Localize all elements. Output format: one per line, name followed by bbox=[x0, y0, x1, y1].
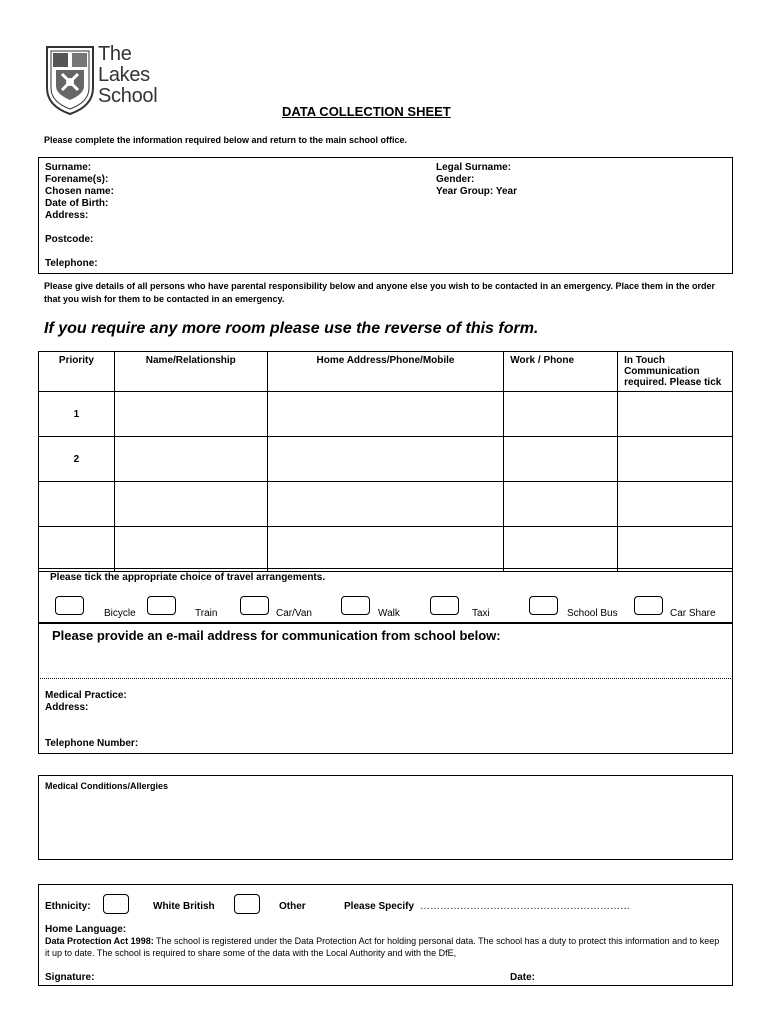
dpa-heading: Data Protection Act 1998: bbox=[45, 936, 154, 946]
priority-cell: 1 bbox=[39, 392, 115, 437]
car-van-checkbox[interactable] bbox=[240, 596, 269, 615]
travel-label: Please tick the appropriate choice of travel arrangements. bbox=[50, 572, 326, 583]
walk-label: Walk bbox=[378, 608, 400, 619]
bicycle-checkbox[interactable] bbox=[55, 596, 84, 615]
school-name-logo bbox=[98, 44, 157, 107]
priority-cell: 2 bbox=[39, 437, 115, 482]
medical-practice-box bbox=[38, 679, 733, 754]
medical-conditions-box[interactable] bbox=[38, 775, 733, 860]
email-heading: Please provide an e-mail address for communication from school below: bbox=[52, 628, 501, 643]
tick-cell[interactable] bbox=[618, 392, 733, 437]
white-british-checkbox[interactable] bbox=[103, 894, 129, 914]
other-checkbox[interactable] bbox=[234, 894, 260, 914]
school-bus-checkbox[interactable] bbox=[529, 596, 558, 615]
other-label: Other bbox=[279, 901, 306, 912]
priority-cell bbox=[39, 527, 115, 572]
logo-line-2: Lakes bbox=[98, 64, 150, 86]
car-share-label: Car Share bbox=[670, 608, 716, 619]
train-checkbox[interactable] bbox=[147, 596, 176, 615]
ethnicity-label: Ethnicity: bbox=[45, 901, 91, 912]
please-specify-dots[interactable]: ……………………………………………………… bbox=[420, 901, 630, 912]
medical-conditions-label: Medical Conditions/Allergies bbox=[45, 781, 169, 791]
name-cell[interactable] bbox=[114, 437, 267, 482]
contacts-header-row bbox=[39, 352, 733, 392]
work-phone-cell[interactable] bbox=[504, 392, 618, 437]
table-row bbox=[39, 437, 733, 482]
home-language-label: Home Language: bbox=[45, 924, 127, 935]
header-name-relationship: Name/Relationship bbox=[114, 352, 267, 392]
medical-practice-label: Medical Practice: bbox=[45, 690, 127, 701]
address-cell[interactable] bbox=[267, 527, 504, 572]
telephone-label: Telephone: bbox=[45, 258, 98, 269]
tick-cell[interactable] bbox=[618, 527, 733, 572]
name-cell[interactable] bbox=[114, 392, 267, 437]
legal-surname-label: Legal Surname: bbox=[436, 162, 512, 173]
address-cell[interactable] bbox=[267, 437, 504, 482]
header-priority: Priority bbox=[39, 352, 115, 392]
dpa-body: The school is registered under the Data Protection Act for holding personal data. The school has a duty to protect this information and to keep it up to date. The school is required to share some of the data with the Local Authority and with the DfE, bbox=[45, 936, 720, 958]
work-phone-cell[interactable] bbox=[504, 437, 618, 482]
tick-cell[interactable] bbox=[618, 482, 733, 527]
year-group-label: Year Group: Year bbox=[436, 186, 517, 197]
work-phone-cell[interactable] bbox=[504, 527, 618, 572]
school-bus-label: School Bus bbox=[567, 608, 618, 619]
car-share-checkbox[interactable] bbox=[634, 596, 663, 615]
logo-line-1: The bbox=[98, 43, 132, 65]
intro-text: Please complete the information required below and return to the main school office. bbox=[44, 135, 408, 145]
date-label: Date: bbox=[510, 972, 536, 983]
please-specify-label: Please Specify bbox=[344, 901, 415, 912]
forenames-label: Forename(s): bbox=[45, 174, 109, 185]
work-phone-cell[interactable] bbox=[504, 482, 618, 527]
taxi-label: Taxi bbox=[472, 608, 490, 619]
header-home-address: Home Address/Phone/Mobile bbox=[267, 352, 504, 392]
car-van-label: Car/Van bbox=[276, 608, 312, 619]
data-protection-text bbox=[45, 935, 725, 959]
student-details-box bbox=[38, 157, 733, 274]
bicycle-label: Bicycle bbox=[104, 608, 136, 619]
train-label: Train bbox=[195, 608, 218, 619]
postcode-label: Postcode: bbox=[45, 234, 94, 245]
table-row bbox=[39, 392, 733, 437]
header-in-touch: In Touch Communication required. Please tick bbox=[618, 352, 733, 392]
name-cell[interactable] bbox=[114, 527, 267, 572]
parental-responsibility-note: Please give details of all persons who have parental responsibility below and anyone else you wish to be contacted in an emergency. Place them in the order that you wish for them to be contacted in an emergency. bbox=[44, 281, 716, 304]
header-work-phone: Work / Phone bbox=[504, 352, 618, 392]
priority-cell bbox=[39, 482, 115, 527]
surname-label: Surname: bbox=[45, 162, 92, 173]
contacts-table bbox=[38, 351, 733, 572]
dob-label: Date of Birth: bbox=[45, 198, 109, 209]
medical-telephone-label: Telephone Number: bbox=[45, 738, 139, 749]
white-british-label: White British bbox=[153, 901, 215, 912]
taxi-checkbox[interactable] bbox=[430, 596, 459, 615]
name-cell[interactable] bbox=[114, 482, 267, 527]
table-row bbox=[39, 527, 733, 572]
address-cell[interactable] bbox=[267, 392, 504, 437]
address-label: Address: bbox=[45, 210, 89, 221]
logo-line-3: School bbox=[98, 85, 158, 107]
page-title: DATA COLLECTION SHEET bbox=[282, 104, 451, 119]
tick-cell[interactable] bbox=[618, 437, 733, 482]
school-crest-logo bbox=[44, 44, 96, 116]
address-cell[interactable] bbox=[267, 482, 504, 527]
medical-address-label: Address: bbox=[45, 702, 89, 713]
table-row bbox=[39, 482, 733, 527]
gender-label: Gender: bbox=[436, 174, 475, 185]
walk-checkbox[interactable] bbox=[341, 596, 370, 615]
more-room-heading: If you require any more room please use the reverse of this form. bbox=[44, 320, 539, 337]
signature-label: Signature: bbox=[45, 972, 95, 983]
chosen-name-label: Chosen name: bbox=[45, 186, 114, 197]
